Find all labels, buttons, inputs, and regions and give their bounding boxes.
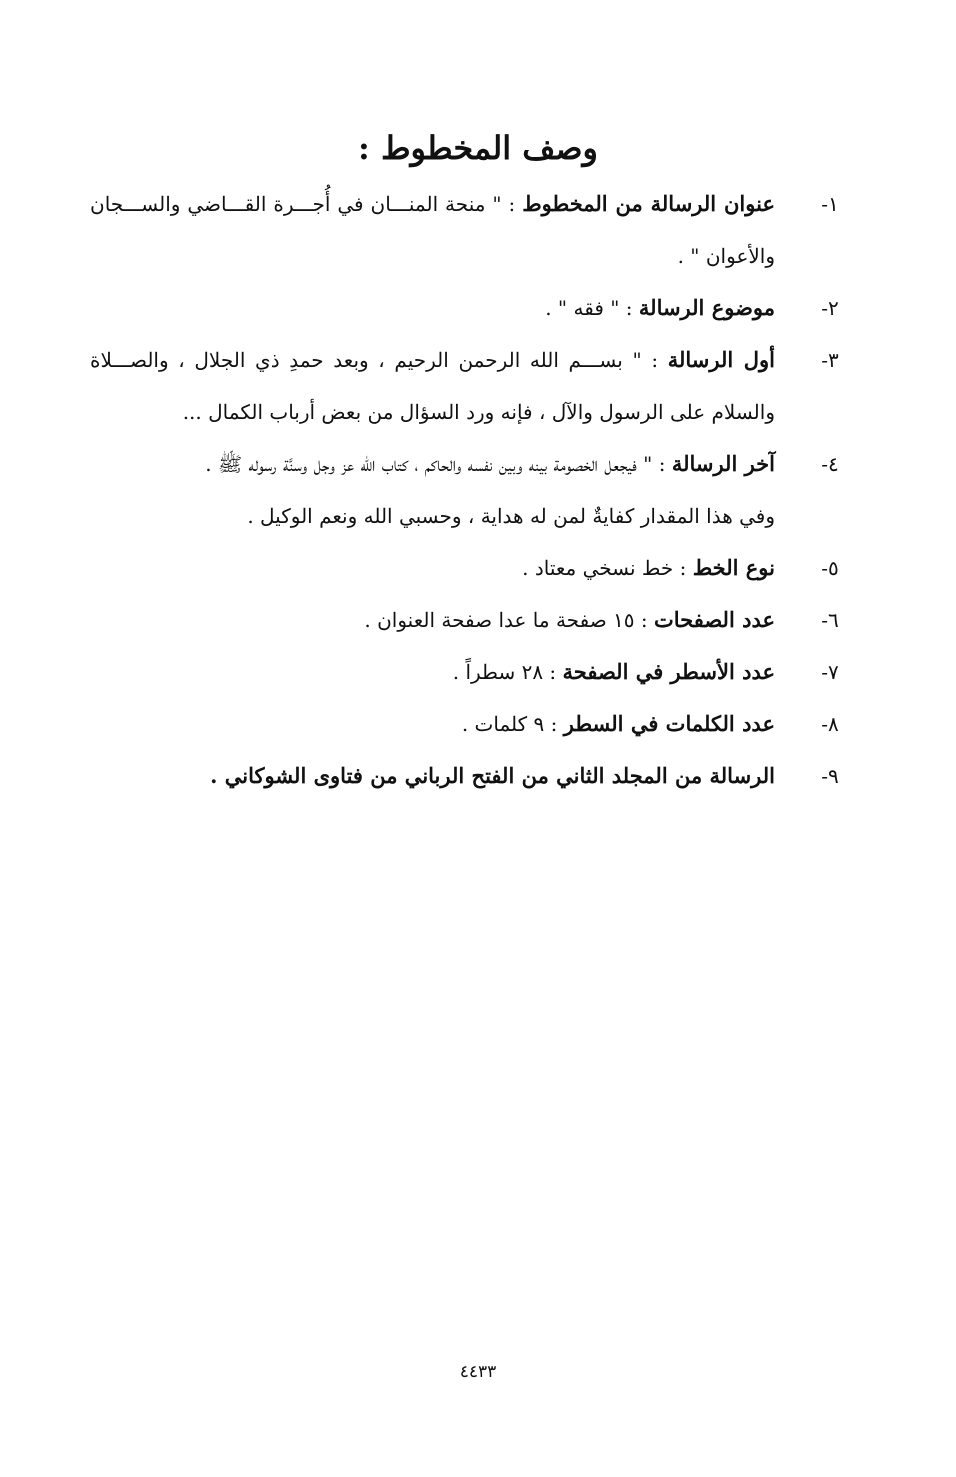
list-item bbox=[90, 750, 850, 802]
item-number: ٤- bbox=[821, 452, 839, 476]
item-value: : " منحة المنـــان في أُجـــرة القـــاضي والســـجان والأعوان " . bbox=[90, 192, 775, 268]
item-text bbox=[90, 698, 775, 750]
item-number: ٣- bbox=[821, 348, 839, 372]
item-value: : " بســـم الله الرحمن الرحيم ، وبعد حمدِ ذي الجلال ، والصـــلاة والسلام على الرسول والآل ، فإنه ورد السؤال من بعض أرباب الكمال ... bbox=[90, 348, 775, 424]
item-number: ١- bbox=[821, 192, 839, 216]
item-number: ٥- bbox=[821, 556, 839, 580]
item-value: : خط نسخي معتاد . bbox=[522, 556, 693, 580]
list-item bbox=[90, 282, 850, 334]
item-label: آخر الرسالة bbox=[671, 451, 775, 476]
item-value: : ١٥ صفحة ما عدا صفحة العنوان . bbox=[364, 608, 654, 632]
item-value: : " فقه " . bbox=[545, 296, 639, 320]
item-text bbox=[90, 594, 775, 646]
item-label: موضوع الرسالة bbox=[638, 295, 775, 320]
page-number: ٤٤٣٣ bbox=[459, 1362, 497, 1382]
item-label: أول الرسالة bbox=[667, 347, 775, 372]
item-number: ٨- bbox=[821, 712, 839, 736]
item-number: ٢- bbox=[821, 296, 839, 320]
item-text bbox=[90, 646, 775, 698]
item-label: عنوان الرسالة من المخطوط bbox=[522, 191, 775, 216]
item-text bbox=[90, 542, 775, 594]
item-text: الرسالة من المجلد الثاني من الفتح الرباني من فتاوى الشوكاني . bbox=[210, 763, 775, 788]
item-label: عدد الصفحات bbox=[653, 607, 775, 632]
item-text bbox=[90, 438, 775, 490]
closing-note: وفي هذا المقدار كفايةٌ لمن له هداية ، وحسبي الله ونعم الوكيل . bbox=[247, 504, 775, 528]
item-value: : ٢٨ سطراً . bbox=[452, 660, 563, 684]
item-label: نوع الخط bbox=[692, 555, 775, 580]
item-text bbox=[90, 282, 775, 334]
list-item bbox=[90, 594, 850, 646]
item-label: عدد الكلمات في السطر bbox=[563, 711, 775, 736]
list-item bbox=[90, 698, 850, 750]
item-number: ٩- bbox=[821, 764, 839, 788]
list-item bbox=[90, 646, 850, 698]
list-item bbox=[90, 178, 850, 282]
item-text bbox=[90, 178, 775, 282]
item-number: ٧- bbox=[821, 660, 839, 684]
item-number: ٦- bbox=[821, 608, 839, 632]
list-item bbox=[90, 334, 850, 438]
item-text bbox=[90, 334, 775, 438]
page-title: وصف المخطوط : bbox=[357, 129, 598, 167]
list-item bbox=[90, 542, 850, 594]
item-label: عدد الأسطر في الصفحة bbox=[562, 659, 775, 684]
list-item bbox=[90, 438, 850, 490]
item-value: : ٩ كلمات . bbox=[461, 712, 564, 736]
item-value: : " فيجعل الخصومة بينه وبين نفسه والحاكم ، كتاب الله عز وجل وسنَّة رسوله ﷺ . bbox=[205, 452, 672, 476]
description-list bbox=[90, 178, 850, 802]
